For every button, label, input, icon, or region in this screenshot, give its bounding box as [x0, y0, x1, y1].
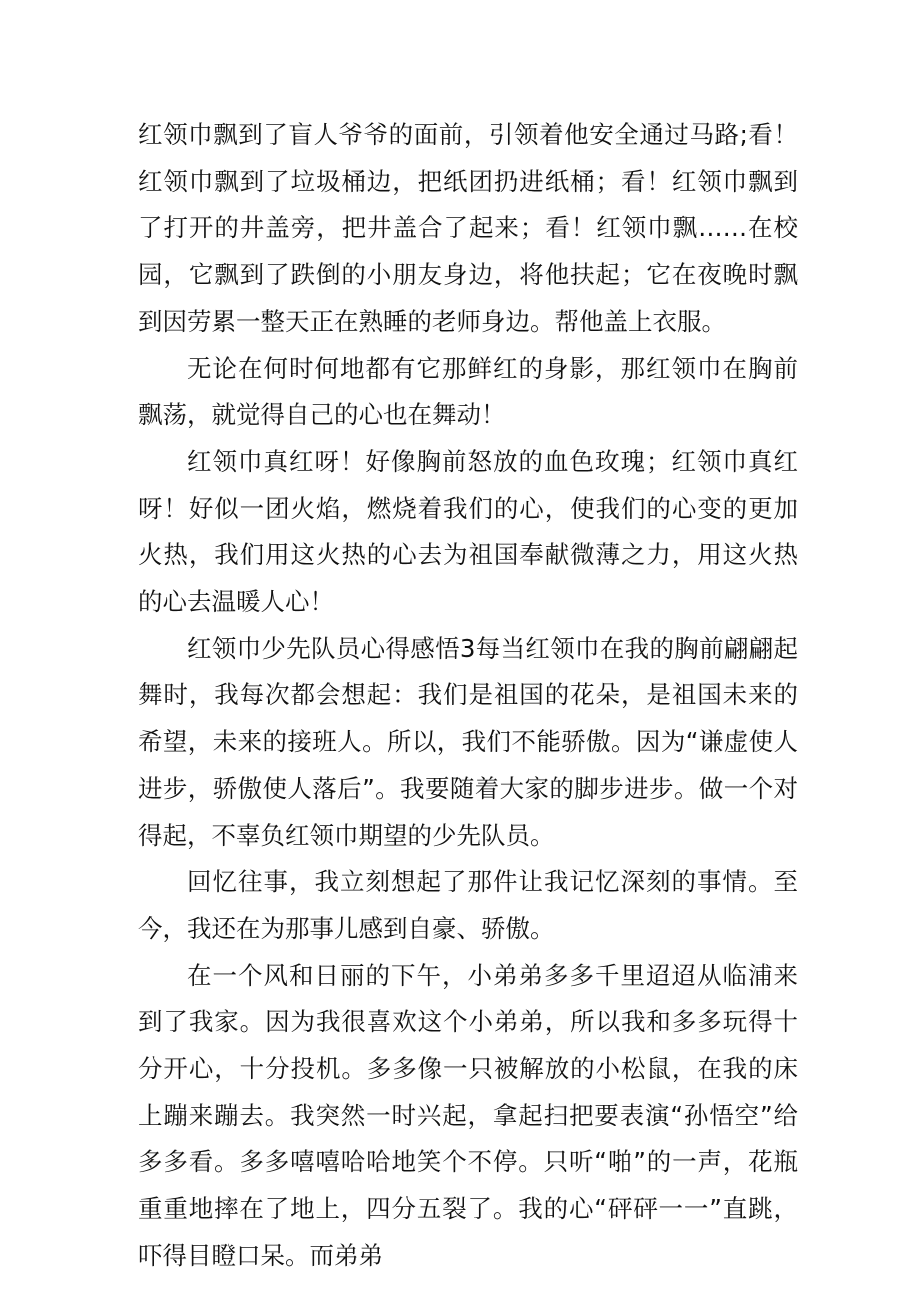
paragraph-2: 无论在何时何地都有它那鲜红的身影，那红领巾在胸前飘荡，就觉得自己的心也在舞动！ — [138, 353, 798, 430]
document-page — [138, 112, 798, 1280]
paragraph-5: 回忆往事，我立刻想起了那件让我记忆深刻的事情。至今，我还在为那事儿感到自豪、骄傲。 — [138, 867, 798, 943]
paragraph-6: 在一个风和日丽的下午，小弟弟多多千里迢迢从临浦来到了我家。因为我很喜欢这个小弟弟，所以我和多多玩得十分开心，十分投机。多多像一只被解放的小松鼠，在我的床上蹦来蹦去。我突然一时兴起，拿起扫把要表演“孙悟空”给多多看。多多嘻嘻哈哈地笑个不停。只听“啪”的一声，花瓶重重地摔在了地上，四分五裂了。我的心“砰砰一一”直跳，吓得目瞪口呆。而弟弟 — [138, 960, 798, 1270]
paragraph-1: 红领巾飘到了盲人爷爷的面前，引领着他安全通过马路;看！红领巾飘到了垃圾桶边，把纸团扔进纸桶；看！红领巾飘到了打开的井盖旁，把井盖合了起来；看！红领巾飘……在校园，它飘到了跌倒的小朋友身边，将他扶起；它在夜晚时飘到因劳累一整天正在熟睡的老师身边。帮他盖上衣服。 — [138, 120, 798, 336]
paragraph-3: 红领巾真红呀！好像胸前怒放的血色玫瑰；红领巾真红呀！好似一团火焰，燃烧着我们的心，使我们的心变的更加火热，我们用这火热的心去为祖国奉献微薄之力，用这火热的心去温暖人心！ — [138, 446, 798, 617]
paragraph-4: 红领巾少先队员心得感悟3每当红领巾在我的胸前翩翩起舞时，我每次都会想起：我们是祖国的花朵，是祖国未来的希望，未来的接班人。所以，我们不能骄傲。因为“谦虚使人进步，骄傲使人落后”。我要随着大家的脚步进步。做一个对得起，不辜负红领巾期望的少先队员。 — [138, 633, 798, 850]
